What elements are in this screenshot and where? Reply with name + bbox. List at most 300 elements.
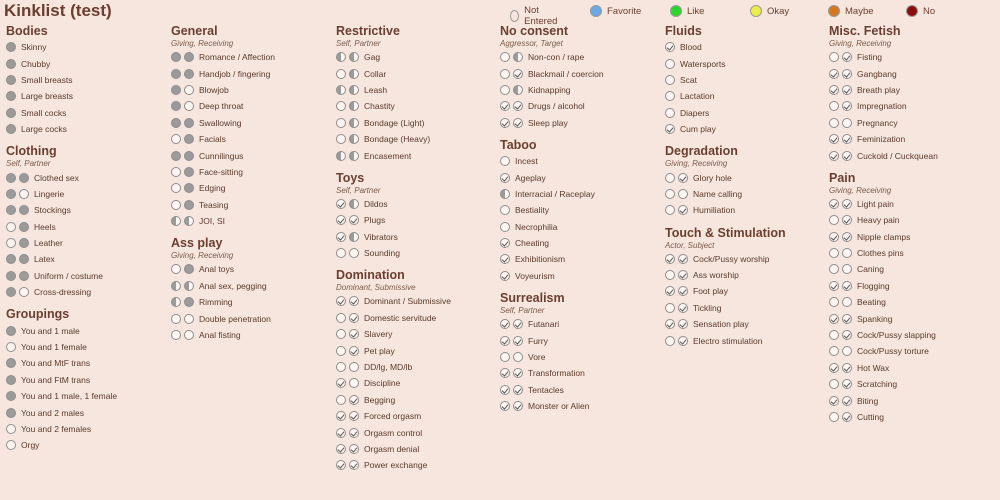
choice-radio[interactable] bbox=[184, 216, 194, 226]
kink-label: Feminization bbox=[857, 134, 906, 145]
choice-radio[interactable] bbox=[349, 428, 359, 438]
choice-radio[interactable] bbox=[829, 199, 839, 209]
kink-item bbox=[6, 355, 166, 371]
choice-radio[interactable] bbox=[184, 52, 194, 62]
choice-radio[interactable] bbox=[6, 238, 16, 248]
kink-item bbox=[171, 294, 331, 310]
choice-radio[interactable] bbox=[513, 69, 523, 79]
kink-label: Light pain bbox=[857, 198, 894, 209]
choice-radio[interactable] bbox=[842, 363, 852, 373]
legend-label: Maybe bbox=[845, 5, 874, 17]
choice-radio[interactable] bbox=[184, 167, 194, 177]
choice-radio[interactable] bbox=[6, 173, 16, 183]
choice-radio[interactable] bbox=[19, 287, 29, 297]
choice-radio[interactable] bbox=[184, 281, 194, 291]
category bbox=[665, 24, 825, 137]
kink-item bbox=[6, 219, 166, 235]
choice-radio[interactable] bbox=[829, 215, 839, 225]
choice-radio[interactable] bbox=[349, 118, 359, 128]
kink-item bbox=[500, 349, 660, 365]
kink-label: Edging bbox=[199, 183, 226, 194]
choice-radio[interactable] bbox=[6, 408, 16, 418]
kink-item bbox=[336, 424, 496, 440]
choice-radio[interactable] bbox=[171, 216, 181, 226]
choice-radio[interactable] bbox=[842, 314, 852, 324]
choice-radio[interactable] bbox=[513, 85, 523, 95]
kink-item bbox=[665, 55, 825, 71]
choice-radio[interactable] bbox=[6, 254, 16, 264]
choice-radio[interactable] bbox=[829, 101, 839, 111]
choice-radio[interactable] bbox=[171, 264, 181, 274]
kink-item bbox=[500, 98, 660, 114]
choice-radio[interactable] bbox=[6, 108, 16, 118]
kink-item bbox=[171, 180, 331, 196]
choice-radio[interactable] bbox=[184, 151, 194, 161]
choice-radio[interactable] bbox=[500, 385, 510, 395]
choice-radio[interactable] bbox=[171, 134, 181, 144]
choice-radio[interactable] bbox=[349, 329, 359, 339]
choice-radio[interactable] bbox=[842, 330, 852, 340]
choice-radio[interactable] bbox=[500, 156, 510, 166]
kink-label: Gangbang bbox=[857, 68, 897, 79]
category bbox=[500, 291, 660, 414]
choice-radio[interactable] bbox=[336, 69, 346, 79]
category-subtitle: Giving, Receiving bbox=[665, 159, 728, 169]
kink-label: Nipple clamps bbox=[857, 231, 911, 242]
choice-radio[interactable] bbox=[336, 215, 346, 225]
choice-radio[interactable] bbox=[665, 75, 675, 85]
choice-radio[interactable] bbox=[184, 85, 194, 95]
choice-radio[interactable] bbox=[184, 264, 194, 274]
kink-item bbox=[829, 409, 989, 425]
category-title: Touch & Stimulation bbox=[665, 225, 786, 240]
choice-radio[interactable] bbox=[500, 368, 510, 378]
choice-radio[interactable] bbox=[6, 205, 16, 215]
choice-radio[interactable] bbox=[336, 313, 346, 323]
kink-label: Large cocks bbox=[21, 124, 67, 135]
category bbox=[6, 24, 166, 137]
choice-radio[interactable] bbox=[171, 101, 181, 111]
choice-radio[interactable] bbox=[500, 101, 510, 111]
choice-radio[interactable] bbox=[665, 254, 675, 264]
choice-radio[interactable] bbox=[842, 396, 852, 406]
kink-item bbox=[829, 196, 989, 212]
kink-item bbox=[500, 153, 660, 169]
choice-radio[interactable] bbox=[829, 151, 839, 161]
kink-label: Tentacles bbox=[528, 384, 564, 395]
choice-radio[interactable] bbox=[6, 124, 16, 134]
choice-radio[interactable] bbox=[349, 411, 359, 421]
choice-radio[interactable] bbox=[336, 395, 346, 405]
choice-radio[interactable] bbox=[184, 69, 194, 79]
choice-radio[interactable] bbox=[829, 281, 839, 291]
kink-item bbox=[829, 65, 989, 81]
choice-radio[interactable] bbox=[829, 118, 839, 128]
kink-label: Handjob / fingering bbox=[199, 68, 271, 79]
kink-label: Small cocks bbox=[21, 107, 67, 118]
choice-radio[interactable] bbox=[678, 205, 688, 215]
choice-radio[interactable] bbox=[842, 346, 852, 356]
choice-radio[interactable] bbox=[665, 336, 675, 346]
kink-label: Diapers bbox=[680, 107, 710, 118]
kink-label: Electro stimulation bbox=[693, 335, 763, 346]
choice-radio[interactable] bbox=[349, 101, 359, 111]
choice-radio[interactable] bbox=[19, 254, 29, 264]
choice-radio[interactable] bbox=[842, 199, 852, 209]
choice-radio[interactable] bbox=[349, 248, 359, 258]
choice-radio[interactable] bbox=[349, 362, 359, 372]
choice-radio[interactable] bbox=[336, 444, 346, 454]
category-subtitle: Actor, Subject bbox=[665, 240, 715, 250]
category-title: Pain bbox=[829, 170, 856, 185]
choice-radio[interactable] bbox=[6, 189, 16, 199]
choice-radio[interactable] bbox=[184, 330, 194, 340]
kink-label: You and FtM trans bbox=[21, 374, 91, 385]
kink-item bbox=[6, 202, 166, 218]
choice-radio[interactable] bbox=[500, 69, 510, 79]
choice-radio[interactable] bbox=[842, 264, 852, 274]
choice-radio[interactable] bbox=[19, 222, 29, 232]
kink-label: Orgy bbox=[21, 440, 40, 451]
legend-label: Like bbox=[687, 5, 705, 17]
choice-radio[interactable] bbox=[829, 346, 839, 356]
kink-label: Vibrators bbox=[364, 231, 398, 242]
choice-radio[interactable] bbox=[349, 378, 359, 388]
choice-radio[interactable] bbox=[665, 303, 675, 313]
category-title: Toys bbox=[336, 170, 365, 185]
choice-radio[interactable] bbox=[336, 428, 346, 438]
choice-radio[interactable] bbox=[184, 314, 194, 324]
choice-radio[interactable] bbox=[829, 396, 839, 406]
choice-radio[interactable] bbox=[6, 287, 16, 297]
choice-radio[interactable] bbox=[6, 42, 16, 52]
kink-item bbox=[6, 404, 166, 420]
legend-dot-icon bbox=[590, 5, 602, 17]
kink-label: You and 1 female bbox=[21, 342, 87, 353]
choice-radio[interactable] bbox=[349, 460, 359, 470]
kink-label: Interracial / Raceplay bbox=[515, 188, 595, 199]
choice-radio[interactable] bbox=[829, 52, 839, 62]
choice-radio[interactable] bbox=[678, 286, 688, 296]
kink-label: Teasing bbox=[199, 199, 229, 210]
choice-radio[interactable] bbox=[842, 232, 852, 242]
choice-radio[interactable] bbox=[513, 319, 523, 329]
category-subtitle: Giving, Receiving bbox=[171, 251, 234, 261]
choice-radio[interactable] bbox=[6, 75, 16, 85]
kink-label: Uniform / costume bbox=[34, 270, 103, 281]
choice-radio[interactable] bbox=[500, 336, 510, 346]
choice-radio[interactable] bbox=[6, 440, 16, 450]
choice-radio[interactable] bbox=[336, 232, 346, 242]
choice-radio[interactable] bbox=[842, 52, 852, 62]
choice-radio[interactable] bbox=[665, 108, 675, 118]
kink-label: Tickling bbox=[693, 302, 722, 313]
choice-radio[interactable] bbox=[336, 329, 346, 339]
kink-item bbox=[6, 339, 166, 355]
choice-radio[interactable] bbox=[336, 362, 346, 372]
choice-radio[interactable] bbox=[829, 69, 839, 79]
choice-radio[interactable] bbox=[6, 424, 16, 434]
choice-radio[interactable] bbox=[19, 271, 29, 281]
choice-radio[interactable] bbox=[336, 460, 346, 470]
category-subtitle: Giving, Receiving bbox=[829, 39, 892, 48]
kink-item bbox=[336, 196, 496, 212]
choice-radio[interactable] bbox=[184, 183, 194, 193]
choice-radio[interactable] bbox=[184, 134, 194, 144]
choice-radio[interactable] bbox=[336, 296, 346, 306]
column bbox=[6, 24, 166, 461]
kink-item bbox=[829, 392, 989, 408]
choice-radio[interactable] bbox=[349, 444, 359, 454]
choice-radio[interactable] bbox=[842, 134, 852, 144]
choice-radio[interactable] bbox=[842, 118, 852, 128]
kink-label: Vore bbox=[528, 352, 546, 363]
choice-radio[interactable] bbox=[842, 281, 852, 291]
choice-radio[interactable] bbox=[171, 281, 181, 291]
choice-radio[interactable] bbox=[842, 215, 852, 225]
choice-radio[interactable] bbox=[349, 313, 359, 323]
choice-radio[interactable] bbox=[829, 363, 839, 373]
kink-label: Non-con / rape bbox=[528, 52, 585, 63]
choice-radio[interactable] bbox=[336, 378, 346, 388]
kink-label: Domestic servitude bbox=[364, 312, 437, 323]
choice-radio[interactable] bbox=[500, 254, 510, 264]
choice-radio[interactable] bbox=[349, 232, 359, 242]
kink-item bbox=[500, 202, 660, 218]
choice-radio[interactable] bbox=[336, 199, 346, 209]
choice-radio[interactable] bbox=[842, 69, 852, 79]
choice-radio[interactable] bbox=[678, 303, 688, 313]
choice-radio[interactable] bbox=[184, 200, 194, 210]
choice-radio[interactable] bbox=[513, 401, 523, 411]
choice-radio[interactable] bbox=[171, 85, 181, 95]
choice-radio[interactable] bbox=[336, 118, 346, 128]
choice-radio[interactable] bbox=[500, 352, 510, 362]
kink-label: Cock/Pussy slapping bbox=[857, 330, 936, 341]
choice-radio[interactable] bbox=[665, 59, 675, 69]
kink-label: Breath play bbox=[857, 84, 900, 95]
choice-radio[interactable] bbox=[829, 314, 839, 324]
choice-radio[interactable] bbox=[6, 326, 16, 336]
choice-radio[interactable] bbox=[842, 379, 852, 389]
kink-item bbox=[500, 235, 660, 251]
kink-label: Caning bbox=[857, 264, 884, 275]
choice-radio[interactable] bbox=[19, 238, 29, 248]
choice-radio[interactable] bbox=[665, 205, 675, 215]
kink-label: Watersports bbox=[680, 58, 726, 69]
kink-item bbox=[500, 65, 660, 81]
choice-radio[interactable] bbox=[6, 375, 16, 385]
choice-radio[interactable] bbox=[500, 222, 510, 232]
choice-radio[interactable] bbox=[665, 319, 675, 329]
choice-radio[interactable] bbox=[349, 395, 359, 405]
choice-radio[interactable] bbox=[500, 173, 510, 183]
choice-radio[interactable] bbox=[171, 167, 181, 177]
choice-radio[interactable] bbox=[665, 91, 675, 101]
kink-item bbox=[6, 88, 166, 104]
choice-radio[interactable] bbox=[6, 391, 16, 401]
choice-radio[interactable] bbox=[349, 346, 359, 356]
choice-radio[interactable] bbox=[842, 412, 852, 422]
choice-radio[interactable] bbox=[6, 358, 16, 368]
choice-radio[interactable] bbox=[829, 85, 839, 95]
kink-label: Hot Wax bbox=[857, 362, 890, 373]
choice-radio[interactable] bbox=[829, 330, 839, 340]
choice-radio[interactable] bbox=[349, 199, 359, 209]
kink-item bbox=[829, 147, 989, 163]
choice-radio[interactable] bbox=[336, 411, 346, 421]
choice-radio[interactable] bbox=[336, 151, 346, 161]
kink-label: Anal fisting bbox=[199, 330, 241, 341]
choice-radio[interactable] bbox=[665, 270, 675, 280]
choice-radio[interactable] bbox=[829, 134, 839, 144]
choice-radio[interactable] bbox=[829, 379, 839, 389]
choice-radio[interactable] bbox=[500, 52, 510, 62]
choice-radio[interactable] bbox=[500, 271, 510, 281]
choice-radio[interactable] bbox=[500, 205, 510, 215]
choice-radio[interactable] bbox=[336, 52, 346, 62]
choice-radio[interactable] bbox=[842, 248, 852, 258]
legend-item bbox=[590, 5, 641, 17]
choice-radio[interactable] bbox=[829, 248, 839, 258]
choice-radio[interactable] bbox=[665, 124, 675, 134]
choice-radio[interactable] bbox=[349, 151, 359, 161]
choice-radio[interactable] bbox=[6, 59, 16, 69]
choice-radio[interactable] bbox=[19, 173, 29, 183]
kink-item bbox=[665, 300, 825, 316]
kink-item bbox=[336, 98, 496, 114]
choice-radio[interactable] bbox=[336, 101, 346, 111]
choice-radio[interactable] bbox=[349, 52, 359, 62]
choice-radio[interactable] bbox=[171, 118, 181, 128]
choice-radio[interactable] bbox=[678, 270, 688, 280]
choice-radio[interactable] bbox=[665, 173, 675, 183]
choice-radio[interactable] bbox=[19, 205, 29, 215]
kink-label: Cock/Pussy worship bbox=[693, 253, 770, 264]
choice-radio[interactable] bbox=[678, 173, 688, 183]
choice-radio[interactable] bbox=[184, 118, 194, 128]
kink-label: Collar bbox=[364, 68, 387, 79]
kink-item bbox=[6, 437, 166, 453]
kink-label: Monster or Alien bbox=[528, 401, 590, 412]
choice-radio[interactable] bbox=[6, 91, 16, 101]
legend-label: Favorite bbox=[607, 5, 642, 17]
kink-item bbox=[500, 115, 660, 131]
category-title: Taboo bbox=[500, 137, 537, 152]
choice-radio[interactable] bbox=[6, 271, 16, 281]
column bbox=[336, 24, 496, 481]
category-title: Groupings bbox=[6, 307, 70, 322]
choice-radio[interactable] bbox=[171, 200, 181, 210]
choice-radio[interactable] bbox=[513, 118, 523, 128]
column bbox=[171, 24, 331, 350]
kink-label: Furry bbox=[528, 335, 548, 346]
choice-radio[interactable] bbox=[513, 336, 523, 346]
choice-radio[interactable] bbox=[500, 189, 510, 199]
kink-item bbox=[829, 343, 989, 359]
choice-radio[interactable] bbox=[171, 183, 181, 193]
kink-label: Futanari bbox=[528, 319, 560, 330]
choice-radio[interactable] bbox=[678, 319, 688, 329]
choice-radio[interactable] bbox=[513, 101, 523, 111]
choice-radio[interactable] bbox=[184, 297, 194, 307]
choice-radio[interactable] bbox=[500, 238, 510, 248]
choice-radio[interactable] bbox=[171, 69, 181, 79]
choice-radio[interactable] bbox=[336, 134, 346, 144]
choice-radio[interactable] bbox=[171, 52, 181, 62]
choice-radio[interactable] bbox=[171, 151, 181, 161]
kink-label: Orgasm denial bbox=[364, 444, 420, 454]
choice-radio[interactable] bbox=[171, 297, 181, 307]
choice-radio[interactable] bbox=[349, 215, 359, 225]
choice-radio[interactable] bbox=[665, 189, 675, 199]
choice-radio[interactable] bbox=[500, 319, 510, 329]
choice-radio[interactable] bbox=[678, 189, 688, 199]
choice-radio[interactable] bbox=[842, 151, 852, 161]
choice-radio[interactable] bbox=[184, 101, 194, 111]
choice-radio[interactable] bbox=[842, 101, 852, 111]
choice-radio[interactable] bbox=[513, 352, 523, 362]
choice-radio[interactable] bbox=[678, 254, 688, 264]
choice-radio[interactable] bbox=[513, 385, 523, 395]
kink-item bbox=[500, 82, 660, 98]
choice-radio[interactable] bbox=[829, 412, 839, 422]
choice-radio[interactable] bbox=[500, 401, 510, 411]
choice-radio[interactable] bbox=[336, 85, 346, 95]
kink-item bbox=[6, 284, 166, 300]
legend-dot-icon bbox=[828, 5, 840, 17]
choice-radio[interactable] bbox=[665, 42, 675, 52]
choice-radio[interactable] bbox=[349, 85, 359, 95]
choice-radio[interactable] bbox=[6, 222, 16, 232]
choice-radio[interactable] bbox=[829, 297, 839, 307]
choice-radio[interactable] bbox=[349, 134, 359, 144]
choice-radio[interactable] bbox=[665, 286, 675, 296]
choice-radio[interactable] bbox=[19, 189, 29, 199]
legend-dot-icon bbox=[510, 10, 519, 22]
kink-item bbox=[171, 327, 331, 343]
choice-radio[interactable] bbox=[171, 314, 181, 324]
kink-item bbox=[829, 82, 989, 98]
choice-radio[interactable] bbox=[6, 342, 16, 352]
kink-label: You and 2 females bbox=[21, 424, 92, 434]
choice-radio[interactable] bbox=[349, 69, 359, 79]
choice-radio[interactable] bbox=[336, 248, 346, 258]
kink-item bbox=[665, 316, 825, 332]
kink-label: Deep throat bbox=[199, 101, 244, 112]
choice-radio[interactable] bbox=[500, 85, 510, 95]
kink-label: You and 1 male, 1 female bbox=[21, 391, 118, 402]
kink-item bbox=[171, 164, 331, 180]
choice-radio[interactable] bbox=[842, 85, 852, 95]
choice-radio[interactable] bbox=[500, 118, 510, 128]
choice-radio[interactable] bbox=[513, 368, 523, 378]
kink-label: Slavery bbox=[364, 329, 393, 340]
kink-item bbox=[500, 332, 660, 348]
choice-radio[interactable] bbox=[171, 330, 181, 340]
choice-radio[interactable] bbox=[829, 232, 839, 242]
kink-item bbox=[171, 49, 331, 65]
kink-label: Scratching bbox=[857, 379, 898, 390]
choice-radio[interactable] bbox=[829, 264, 839, 274]
choice-radio[interactable] bbox=[336, 346, 346, 356]
choice-radio[interactable] bbox=[349, 296, 359, 306]
kink-label: Dominant / Submissive bbox=[364, 296, 451, 307]
choice-radio[interactable] bbox=[513, 52, 523, 62]
choice-radio[interactable] bbox=[842, 297, 852, 307]
choice-radio[interactable] bbox=[678, 336, 688, 346]
kink-item bbox=[336, 245, 496, 261]
